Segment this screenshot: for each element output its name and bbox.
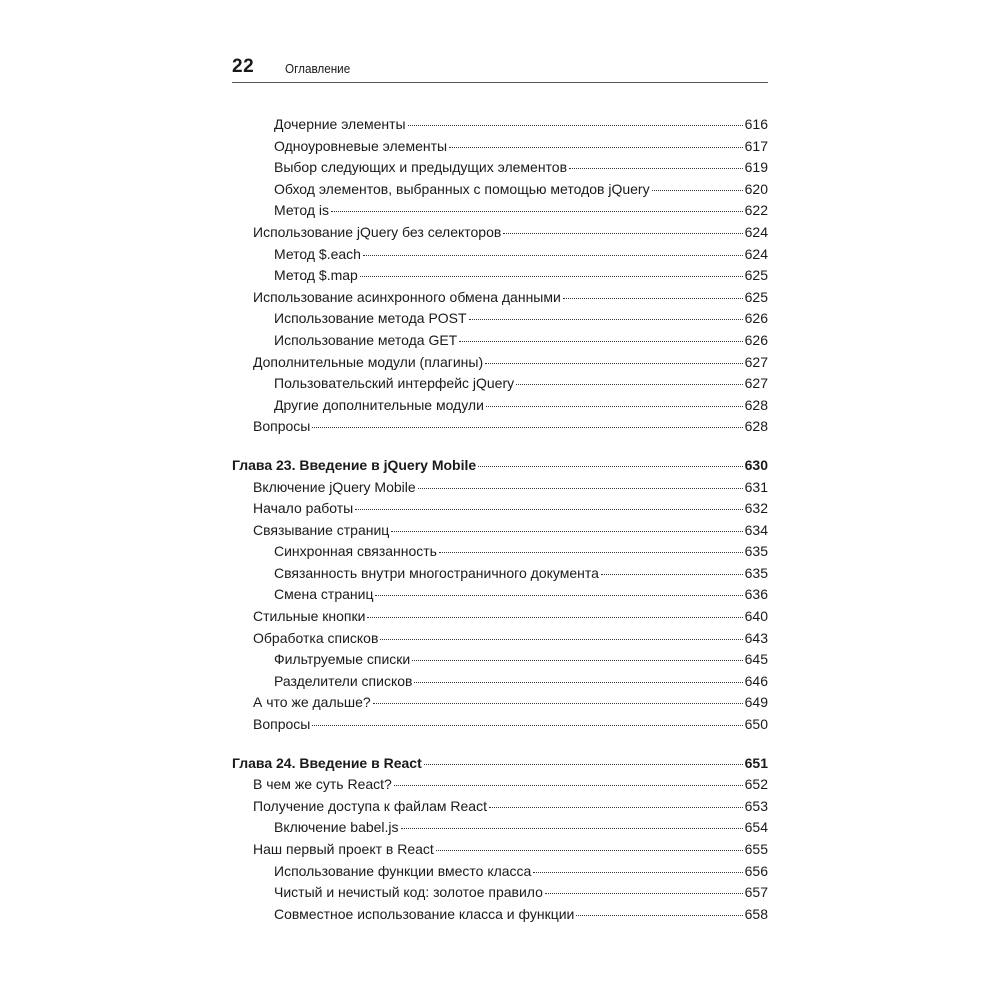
toc-entry-title: Стильные кнопки [253,608,366,625]
toc-entry [232,200,768,222]
toc-entry-title: Получение доступа к файлам React [253,797,487,814]
toc-entry [232,520,768,542]
table-of-contents [232,114,768,925]
dot-leader [412,660,742,661]
toc-entry-page: 624 [744,223,768,240]
toc-entry-title: Связывание страниц [253,521,390,538]
dot-leader [418,488,743,489]
dot-leader [563,298,743,299]
running-title: Оглавление [285,61,351,76]
toc-entry-page: 650 [744,716,768,733]
toc-entry-page: 657 [744,884,768,901]
dot-leader [576,915,742,916]
toc-entry [232,114,768,136]
toc-entry [232,714,768,736]
dot-leader [459,341,742,342]
page-number: 22 [232,56,255,77]
toc-entry-title: Дочерние элементы [274,116,406,132]
toc-entry-title: Наш первый проект в React [253,841,434,857]
dot-leader [516,384,743,385]
toc-entry-title: Смена страниц [274,586,374,603]
toc-entry-page: 619 [744,159,768,176]
dot-leader [478,466,742,467]
toc-entry-page: 634 [744,521,768,538]
dot-leader [652,190,743,191]
dot-leader [486,406,743,407]
toc-entry [232,671,768,693]
toc-entry-title: Выбор следующих и предыдущих элементов [274,159,568,176]
toc-entry [232,628,768,650]
toc-entry-title: Глава 23. Введение в jQuery Mobile [232,456,477,473]
toc-entry-title: Обход элементов, выбранных с помощью методов jQuery [274,180,650,197]
dot-leader [449,147,743,148]
dot-leader [545,893,743,894]
toc-entry [232,692,768,714]
toc-entry [232,477,768,499]
dot-leader [380,639,742,640]
toc-entry [232,287,768,309]
dot-leader [503,233,742,234]
toc-entry-title: Разделители списков [274,672,413,689]
dot-leader [360,276,743,277]
toc-entry-title: Метод $.map [274,267,358,284]
toc-chapter-entry [232,753,768,775]
toc-entry-title: Обработка списков [253,629,379,646]
toc-entry-page: 640 [744,608,768,625]
toc-section [232,114,768,438]
toc-entry [232,308,768,330]
dot-leader [408,125,743,126]
dot-leader [489,807,743,808]
toc-entry-page: 653 [744,797,768,814]
toc-entry-page: 643 [744,629,768,646]
toc-entry-title: Дополнительные модули (плагины) [253,353,484,370]
dot-leader [469,319,743,320]
toc-entry-page: 645 [744,651,768,668]
dot-leader [363,255,743,256]
toc-entry-page: 617 [744,137,768,154]
toc-entry-title: Начало работы [253,500,354,517]
page-header [232,56,768,83]
toc-entry [232,395,768,417]
toc-entry [232,796,768,818]
toc-entry-page: 628 [744,418,768,435]
toc-entry-title: Другие дополнительные модули [274,396,484,413]
toc-chapter-entry [232,455,768,477]
toc-entry [232,373,768,395]
toc-entry-title: Фильтруемые списки [274,651,411,668]
toc-entry [232,882,768,904]
dot-leader [391,531,742,532]
toc-entry-page: 636 [744,586,768,603]
toc-entry [232,416,768,438]
dot-leader [394,785,743,786]
toc-entry-title: Использование метода GET [274,331,458,348]
toc-entry-title: Использование асинхронного обмена данными [253,288,561,305]
toc-entry-title: Чистый и нечистый код: золотое правило [274,884,543,901]
dot-leader [601,574,743,575]
dot-leader [569,168,743,169]
toc-entry-page: 630 [744,456,768,473]
toc-entry-page: 646 [744,672,768,689]
toc-entry-page: 651 [744,754,768,771]
toc-entry-page: 624 [744,245,768,262]
toc-entry-page: 658 [744,905,768,922]
toc-entry-page: 654 [744,819,768,836]
toc-entry [232,649,768,671]
toc-entry-title: Использование метода POST [274,310,467,327]
toc-entry [232,157,768,179]
toc-entry-title: А что же дальше? [253,694,371,711]
toc-entry-title: Глава 24. Введение в React [232,754,422,771]
toc-entry [232,179,768,201]
dot-leader [424,764,743,765]
toc-entry [232,861,768,883]
toc-entry-title: Метод $.each [274,245,361,262]
toc-entry [232,774,768,796]
toc-entry-title: Пользовательский интерфейс jQuery [274,375,515,392]
toc-entry [232,817,768,839]
toc-entry-title: Включение babel.js [274,819,399,836]
toc-entry [232,136,768,158]
toc-entry [232,265,768,287]
toc-entry-page: 655 [744,841,768,857]
toc-entry-page: 627 [744,375,768,392]
toc-entry-page: 635 [744,564,768,581]
toc-entry [232,584,768,606]
toc-entry-title: Одноуровневые элементы [274,137,448,154]
dot-leader [331,211,743,212]
toc-entry-title: Связанность внутри многостраничного документа [274,564,599,581]
dot-leader [367,617,742,618]
toc-entry-title: Использование jQuery без селекторов [253,223,502,240]
dot-leader [439,552,743,553]
toc-entry-title: Использование функции вместо класса [274,862,532,879]
toc-entry-page: 620 [744,180,768,197]
dot-leader [414,682,742,683]
dot-leader [533,872,742,873]
toc-entry [232,541,768,563]
toc-entry-page: 649 [744,694,768,711]
toc-entry [232,904,768,926]
toc-entry-title: Синхронная связанность [274,543,437,560]
dot-leader [401,828,743,829]
toc-entry [232,222,768,244]
dot-leader [373,703,743,704]
dot-leader [375,595,742,596]
toc-entry [232,498,768,520]
toc-entry-page: 656 [744,862,768,879]
toc-entry-page: 625 [744,267,768,284]
dot-leader [312,427,742,428]
toc-entry-page: 626 [744,310,768,327]
toc-entry-page: 622 [744,202,768,219]
toc-entry-title: В чем же суть React? [253,776,392,793]
toc-entry [232,330,768,352]
toc-entry-page: 627 [744,353,768,370]
toc-entry-page: 628 [744,396,768,413]
toc-entry-page: 632 [744,500,768,517]
toc-entry-title: Совместное использование класса и функции [274,905,575,922]
toc-entry-title: Вопросы [253,418,311,435]
toc-entry [232,563,768,585]
toc-entry [232,839,768,861]
toc-entry-title: Вопросы [253,716,311,733]
dot-leader [355,509,742,510]
dot-leader [436,850,743,851]
toc-section [232,455,768,736]
toc-entry [232,244,768,266]
toc-entry-page: 635 [744,543,768,560]
dot-leader [312,725,742,726]
toc-entry [232,352,768,374]
toc-entry-page: 616 [744,116,768,132]
toc-entry [232,606,768,628]
toc-entry-page: 626 [744,331,768,348]
toc-entry-page: 631 [744,478,768,495]
toc-section [232,753,768,926]
toc-entry-title: Метод is [274,202,330,219]
toc-entry-title: Включение jQuery Mobile [253,478,416,495]
toc-entry-page: 652 [744,776,768,793]
dot-leader [485,363,743,364]
toc-entry-page: 625 [744,288,768,305]
